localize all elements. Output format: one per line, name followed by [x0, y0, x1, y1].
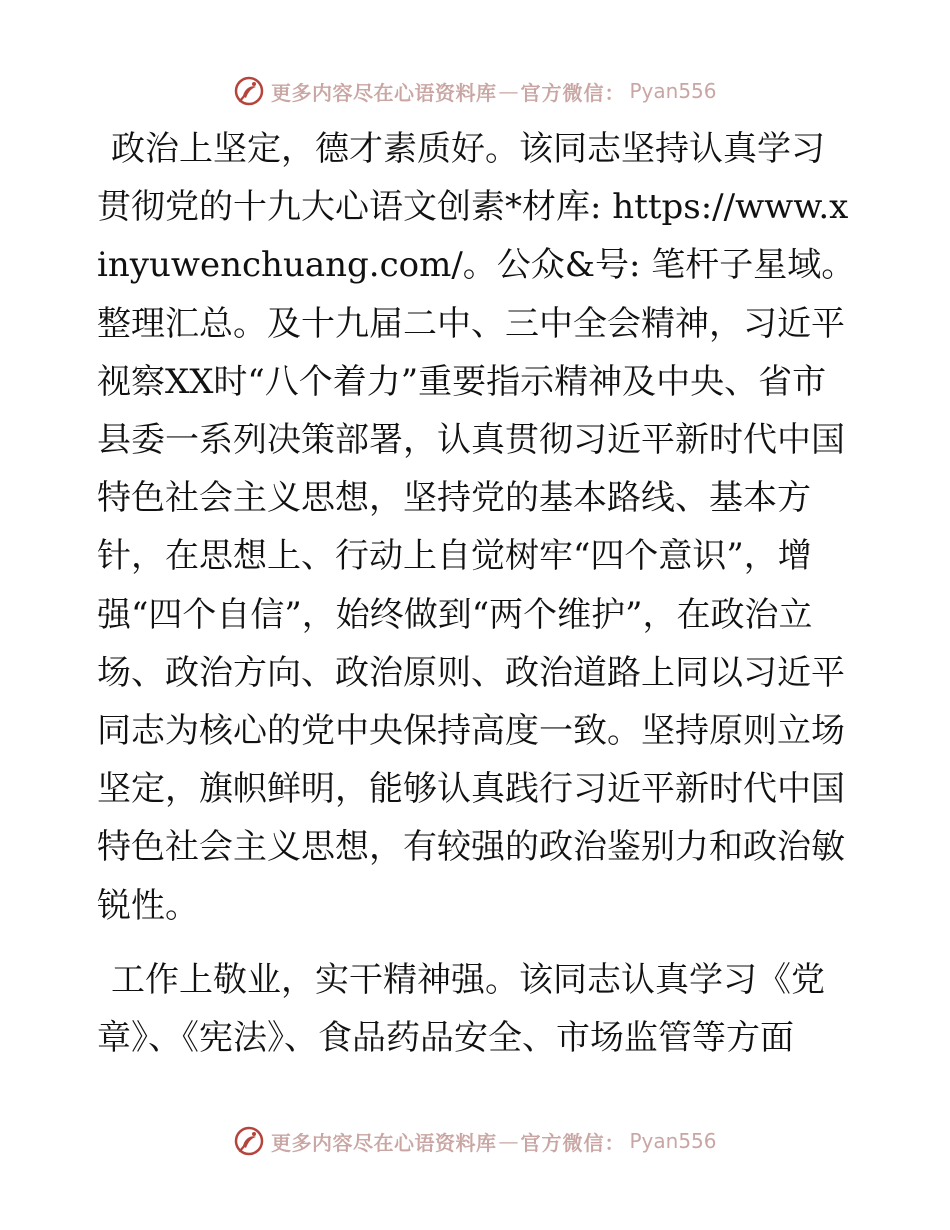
paragraph-political: 政治上坚定，德才素质好。该同志坚持认真学习贯彻党的十九大心语文创素*材库: https://www.xinyuwenchuang.com/。公众&号: 笔杆子星域。整理汇总。及十九届二中、三中全会精神，习近平视察XX时“八个着力”重要指示精神及中央、省市县委一系列决策部署，认真贯彻习近平新时代中国特色社会主义思想，坚持党的基本路线、基本方针，在思想上、行动上自觉树牢“四个意识”，增强“四个自信”，始终做到“两个维护”，在政治立场、政治方向、政治原则、政治道路上同以习近平同志为核心的党中央保持高度一致。坚持原则立场坚定，旗帜鲜明，能够认真践行习近平新时代中国特色社会主义思想，有较强的政治鉴别力和政治敏锐性。	[97, 129, 856, 926]
document-body	[97, 120, 857, 1067]
watermark-wechat-id: Pyan556	[629, 79, 717, 103]
xinyu-logo-icon	[233, 75, 265, 107]
xinyu-logo-icon	[233, 1125, 265, 1157]
footer-watermark	[233, 1124, 717, 1158]
header-watermark	[233, 74, 717, 108]
watermark-site-name: 更多内容尽在心语资料库	[271, 1130, 497, 1155]
watermark-separator: —	[498, 79, 519, 103]
watermark-separator: —	[498, 1129, 519, 1153]
watermark-wechat-id: Pyan556	[629, 1129, 717, 1153]
watermark-site-name: 更多内容尽在心语资料库	[271, 80, 497, 105]
watermark-wechat-label: 官方微信：	[520, 80, 626, 105]
watermark-wechat-label: 官方微信：	[520, 1130, 626, 1155]
paragraph-work: 工作上敬业，实干精神强。该同志认真学习《党章》、《宪法》、食品药品安全、市场监管等方面	[97, 959, 825, 1059]
